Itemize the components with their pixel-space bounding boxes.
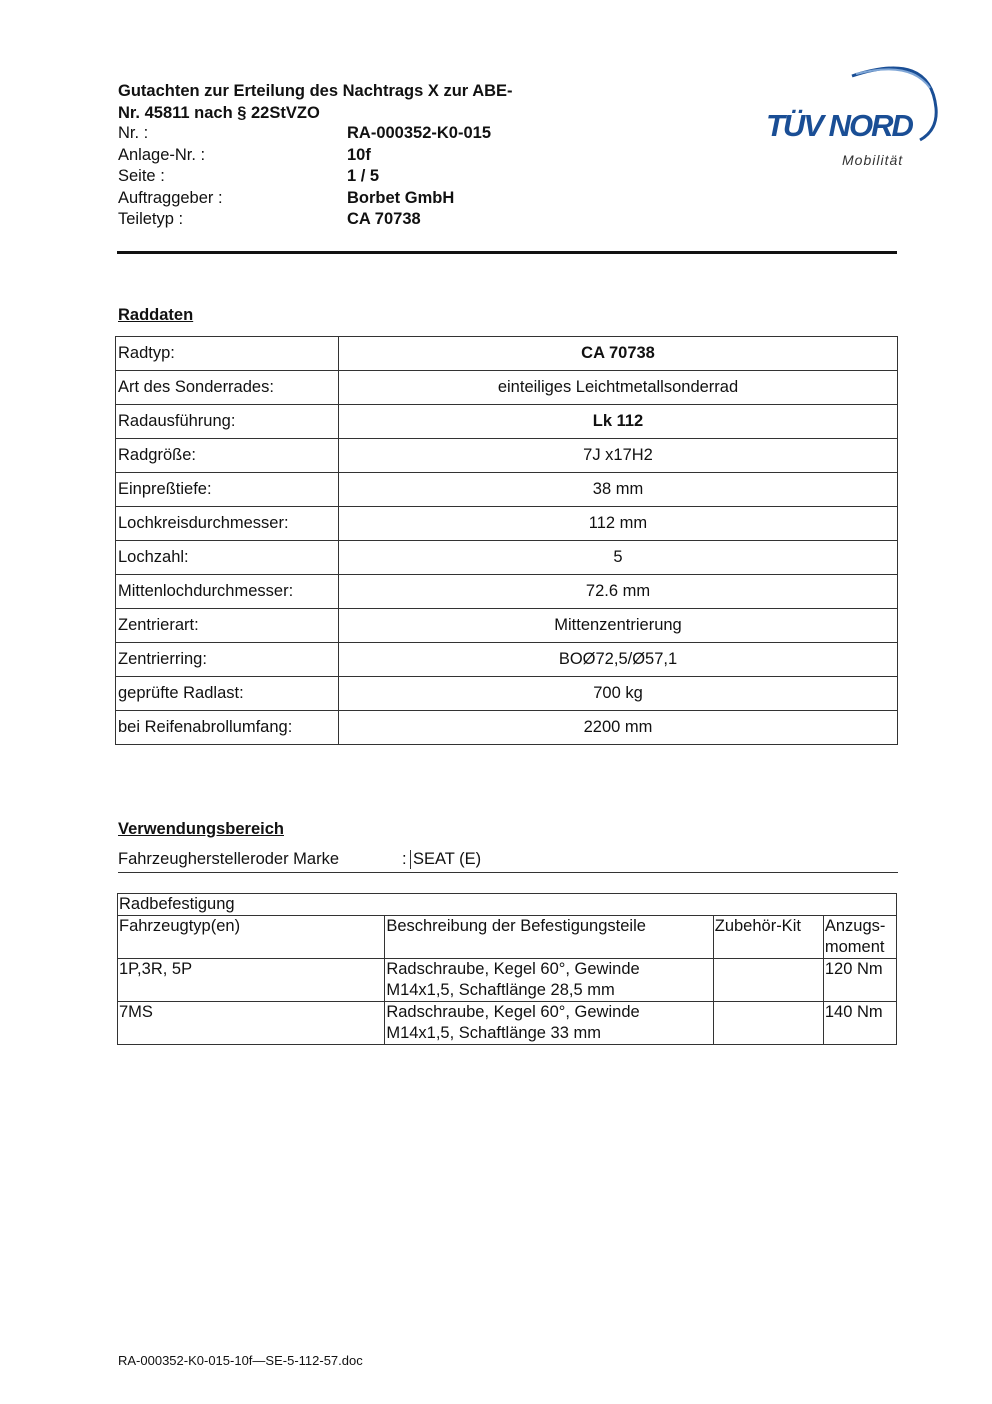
tuv-nord-logo: [760, 58, 950, 178]
table-row: [116, 541, 898, 575]
raddaten-value: einteiliges Leichtmetallsonderrad: [339, 371, 898, 405]
title-line-2: Nr. 45811 nach § 22StVZO: [118, 104, 320, 122]
logo-subtitle: Mobilität: [842, 152, 904, 168]
header-zubehoer-kit: Zubehör-Kit: [713, 916, 823, 959]
field-value: 10f: [347, 145, 371, 164]
cell-moment: 140 Nm: [823, 1002, 896, 1045]
raddaten-label: Radtyp:: [116, 337, 339, 371]
hersteller-value: SEAT (E): [410, 850, 481, 869]
cell-desc: [385, 959, 713, 1002]
field-value: 1 / 5: [347, 167, 380, 185]
radbefestigung-title: Radbefestigung: [118, 894, 897, 916]
raddaten-value: Mittenzentrierung: [339, 609, 898, 643]
footer-filename: RA-000352-K0-015-10f—SE-5-112-57.doc: [118, 1353, 363, 1368]
raddaten-value: 2200 mm: [339, 711, 898, 745]
table-row: [116, 371, 898, 405]
cell-desc-line1: Radschraube, Kegel 60°, Gewinde: [386, 1003, 640, 1021]
table-row: [116, 439, 898, 473]
raddaten-value: 700 kg: [339, 677, 898, 711]
cell-desc-line2: M14x1,5, Schaftlänge 28,5 mm: [386, 981, 615, 999]
cell-typ: 1P,3R, 5P: [118, 959, 385, 1002]
verwendungsbereich-heading: Verwendungsbereich: [118, 820, 284, 838]
table-row: [116, 575, 898, 609]
header-fahrzeugtyp: Fahrzeugtyp(en): [118, 916, 385, 959]
field-auftraggeber: [118, 188, 491, 210]
hersteller-colon: :: [402, 850, 407, 868]
field-teiletyp: [118, 209, 491, 231]
raddaten-label: Lochkreisdurchmesser:: [116, 507, 339, 541]
table-row: [116, 711, 898, 745]
cell-kit: [713, 959, 823, 1002]
raddaten-label: Einpreßtiefe:: [116, 473, 339, 507]
raddaten-label: Zentrierring:: [116, 643, 339, 677]
header-anzugsmoment: [823, 916, 896, 959]
header-anzugsmoment-line2: moment: [824, 938, 885, 956]
header-beschreibung: Beschreibung der Befestigungsteile: [385, 916, 713, 959]
cell-typ: 7MS: [118, 1002, 385, 1045]
field-anlage: [118, 145, 491, 167]
document-title: [118, 80, 513, 124]
raddaten-label: bei Reifenabrollumfang:: [116, 711, 339, 745]
raddaten-label: Mittenlochdurchmesser:: [116, 575, 339, 609]
cell-desc-line2: M14x1,5, Schaftlänge 33 mm: [386, 1024, 601, 1042]
field-nr: [118, 123, 491, 145]
cell-desc-line1: Radschraube, Kegel 60°, Gewinde: [386, 960, 640, 978]
cell-moment: 120 Nm: [823, 959, 896, 1002]
raddaten-value: CA 70738: [339, 337, 898, 371]
raddaten-label: Art des Sonderrades:: [116, 371, 339, 405]
table-title-row: [118, 894, 897, 916]
raddaten-label: geprüfte Radlast:: [116, 677, 339, 711]
table-row: [116, 405, 898, 439]
raddaten-label: Radausführung:: [116, 405, 339, 439]
header-divider: [117, 251, 897, 254]
table-header-row: [118, 916, 897, 959]
table-row: [116, 337, 898, 371]
header-anzugsmoment-line1: Anzugs-: [824, 917, 886, 935]
table-row: [116, 507, 898, 541]
table-row: [116, 473, 898, 507]
raddaten-label: Radgröße:: [116, 439, 339, 473]
table-row: [116, 677, 898, 711]
field-value: CA 70738: [347, 210, 421, 228]
field-label: Anlage-Nr. :: [118, 145, 206, 164]
raddaten-value: Lk 112: [339, 405, 898, 439]
hersteller-label: Fahrzeugherstelleroder Marke: [118, 850, 340, 868]
raddaten-value: 7J x17H2: [339, 439, 898, 473]
raddaten-value: 5: [339, 541, 898, 575]
raddaten-label: Zentrierart:: [116, 609, 339, 643]
cell-kit: [713, 1002, 823, 1045]
field-value: Borbet GmbH: [347, 188, 455, 207]
header-fields: [118, 123, 491, 231]
raddaten-value: 72.6 mm: [339, 575, 898, 609]
field-seite: [118, 166, 491, 188]
hersteller-row: [118, 850, 898, 873]
logo-wordmark: TÜV NORD: [766, 108, 912, 143]
cell-desc: [385, 1002, 713, 1045]
table-row: [118, 1002, 897, 1045]
radbefestigung-table: [117, 893, 897, 1045]
field-label: Seite :: [118, 167, 165, 185]
table-row: [116, 609, 898, 643]
table-row: [118, 959, 897, 1002]
title-line-1: Gutachten zur Erteilung des Nachtrags X zur ABE-: [118, 82, 513, 100]
raddaten-value: BOØ72,5/Ø57,1: [339, 643, 898, 677]
raddaten-heading: Raddaten: [118, 306, 194, 324]
raddaten-table: [115, 336, 898, 745]
field-value: RA-000352-K0-015: [347, 124, 491, 142]
raddaten-value: 112 mm: [339, 507, 898, 541]
raddaten-label: Lochzahl:: [116, 541, 339, 575]
field-label: Auftraggeber :: [118, 188, 223, 207]
field-label: Nr. :: [118, 124, 149, 142]
field-label: Teiletyp :: [118, 210, 184, 228]
raddaten-value: 38 mm: [339, 473, 898, 507]
table-row: [116, 643, 898, 677]
